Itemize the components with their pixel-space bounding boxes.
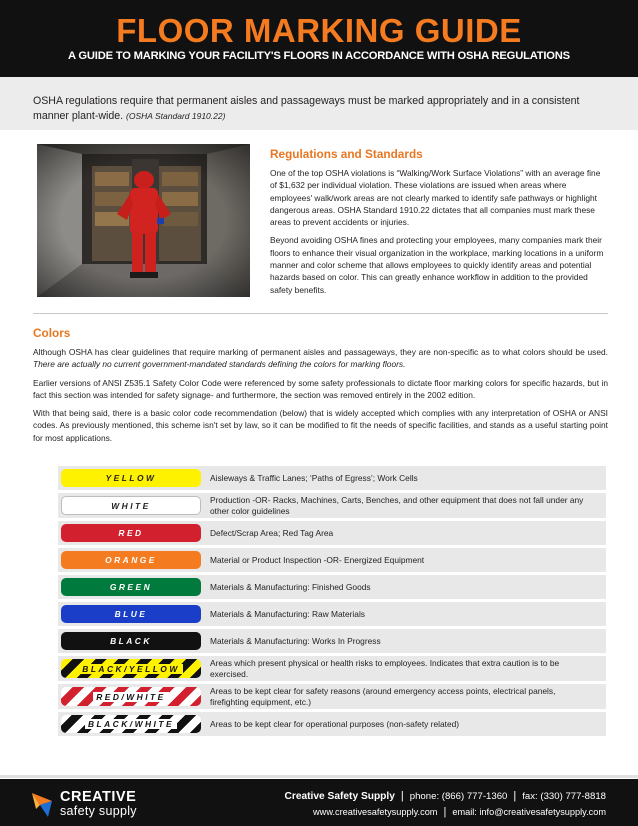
email-link[interactable]: email: info@creativesafetysupply.com <box>452 807 606 817</box>
colors-paragraph-2: Earlier versions of ANSI Z535.1 Safety Color Code were referenced by some safety professionals to dictate floor marking colors for specific hazards, but in fact this section was intended for safety signage- and furthermore, the section was removed entirely in the 2002 edition. <box>33 377 608 400</box>
blue-description: Materials & Manufacturing: Raw Materials <box>210 609 365 619</box>
black-yellow-description: Areas which present physical or health risks to employees. Indicates that extra caution is to be exercised. <box>210 658 560 679</box>
green-swatch: GREEN <box>61 578 201 596</box>
color-row-red <box>58 521 606 545</box>
intro-citation: (OSHA Standard 1910.22) <box>126 111 226 121</box>
page-title: FLOOR MARKING GUIDE <box>116 12 522 49</box>
white-description: Production -OR- Racks, Machines, Carts, Benches, and other equipment that does not fall under any other color guidelines <box>210 495 584 516</box>
regulations-section <box>270 147 608 302</box>
red-swatch: RED <box>61 524 201 542</box>
worker-illustration <box>37 144 250 297</box>
colors-paragraph-3: With that being said, there is a basic color code recommendation (below) that is widely accepted which complies with any interpretation of OSHA or ANSI codes. As previously mentioned, this scheme isn't set by law, so it can be modified to fit the needs of specific facilities, and stands as a useful starting point for most applications. <box>33 408 608 443</box>
separator: | <box>513 790 517 802</box>
yellow-description: Aisleways & Traffic Lanes; ‘Paths of Egress’; Work Cells <box>210 473 418 483</box>
intro-body: OSHA regulations require that permanent aisles and passageways must be marked appropriately and in a consistent manner plant-wide. <box>33 95 580 122</box>
logo-name: CREATIVE <box>60 789 137 805</box>
blue-swatch: BLUE <box>61 605 201 623</box>
website-link[interactable]: www.creativesafetysupply.com <box>313 807 438 817</box>
red-description: Defect/Scrap Area; Red Tag Area <box>210 528 334 538</box>
logo-mark-icon <box>30 789 56 819</box>
black-white-swatch <box>61 715 201 733</box>
green-description: Materials & Manufacturing: Finished Goods <box>210 582 371 592</box>
color-row-white <box>58 493 606 518</box>
intro-text <box>33 94 608 124</box>
black-swatch: BLACK <box>61 632 201 650</box>
phone-number: phone: (866) 777-1360 <box>409 791 508 802</box>
black-yellow-swatch <box>61 659 201 678</box>
company-name: Creative Safety Supply <box>284 791 395 802</box>
black-white-label: BLACK/WHITE <box>85 719 177 729</box>
section-divider <box>33 313 608 314</box>
fax-number: fax: (330) 777-8818 <box>522 791 606 802</box>
red-white-description: Areas to be kept clear for safety reasons (around emergency access points, electrical panels, firefighting equipment, etc.) <box>210 686 556 707</box>
colors-paragraph-1 <box>33 346 608 371</box>
color-row-black-white <box>58 712 606 736</box>
color-row-black-yellow <box>58 656 606 681</box>
red-white-swatch <box>61 687 201 706</box>
footer-divider <box>0 775 638 778</box>
red-white-label: RED/WHITE <box>93 692 169 702</box>
black-yellow-label: BLACK/YELLOW <box>79 664 182 674</box>
contact-line-1 <box>285 790 607 802</box>
colors-heading: Colors <box>33 326 71 340</box>
separator: | <box>443 806 447 818</box>
creative-safety-supply-logo <box>30 788 180 820</box>
header-banner <box>0 0 638 77</box>
color-row-green <box>58 575 606 599</box>
logo-tagline: safety supply <box>60 804 137 818</box>
contact-line-2 <box>313 806 606 818</box>
colors-paragraph-1-emphasis: There are actually no current government-mandated standards defining the colors for marking floors. <box>33 359 406 370</box>
black-white-description: Areas to be kept clear for operational purposes (non-safety related) <box>210 719 460 729</box>
intro-band <box>0 77 638 130</box>
color-row-blue <box>58 602 606 626</box>
color-row-red-white <box>58 684 606 709</box>
page-subtitle: A GUIDE TO MARKING YOUR FACILITY'S FLOORS IN ACCORDANCE WITH OSHA REGULATIONS <box>68 50 570 62</box>
white-swatch: WHITE <box>61 496 201 515</box>
colors-paragraph-1-text: Although OSHA has clear guidelines that require marking of permanent aisles and passageways, they are non-specific as to what colors should be used. <box>33 347 608 357</box>
black-description: Materials & Manufacturing: Works In Progress <box>210 636 381 646</box>
color-row-orange <box>58 548 606 572</box>
orange-description: Material or Product Inspection -OR- Energized Equipment <box>210 555 425 565</box>
colors-section <box>33 326 608 450</box>
regulations-paragraph-2: Beyond avoiding OSHA fines and protecting your employees, many companies mark their floors to enhance their visual organization in the workplace, marking locations in a uniform manner and color scheme that allows employees to quickly identify areas and potential hazards based on color. This can greatly enhance workflow in addition to the provided safety benefits. <box>270 235 604 295</box>
orange-swatch: ORANGE <box>61 551 201 569</box>
regulations-paragraph-1: One of the top OSHA violations is “Walking/Work Surface Violations” with an average fine of $1,632 per individual violation. These violations are issued when areas where employees' walk/work areas are not clearly marked to identify safe pathways or highlight dangerous areas. OSHA Standard 1910.22 dictates that all companies must mark these areas to prevent accidents or injuries. <box>270 168 601 228</box>
separator: | <box>400 790 404 802</box>
footer <box>0 779 638 826</box>
color-row-yellow <box>58 466 606 490</box>
warehouse-worker-photo <box>37 144 250 297</box>
yellow-swatch: YELLOW <box>61 469 201 487</box>
regulations-heading: Regulations and Standards <box>270 147 423 161</box>
color-row-black <box>58 629 606 653</box>
